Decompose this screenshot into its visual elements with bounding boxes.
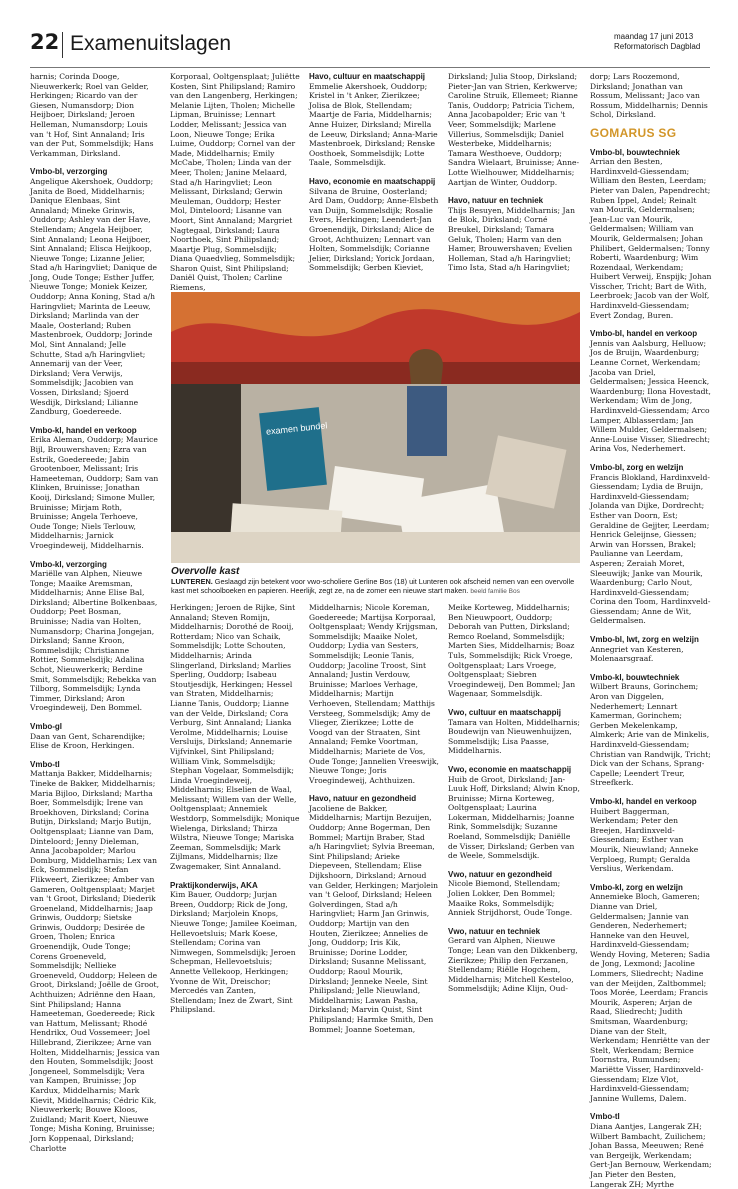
result-section bbox=[30, 167, 160, 416]
caption-credit: beeld familie Bos bbox=[470, 588, 520, 596]
section-heading: Vmbo-bl, zorg en welzijn bbox=[590, 462, 684, 472]
section-heading: Havo, natuur en techniek bbox=[448, 196, 544, 206]
result-section bbox=[590, 635, 712, 664]
result-section bbox=[590, 1112, 712, 1189]
column-5-top bbox=[590, 72, 712, 120]
photo-book-title: examen bundel bbox=[265, 420, 328, 437]
section-heading: Vmbo-kl, bouwtechniek bbox=[590, 672, 680, 682]
section-names: Gerard van Alphen, Nieuwe Tonge; Lean van den Dikkenberg, Zierikzee; Philip den Ferzanen, Stellendam; Riëlle Hogchem, Middelharnis; Mitchell Kesteloo, Sommelsdijk; Adine Klijn, Oud- bbox=[448, 936, 578, 994]
section-names: Erika Aleman, Ouddorp; Maurice Bijl, Brouwershaven; Ezra van Estrik, Goedereede; Jabin Grootenboer, Melissant; Iris Hameeteman, Ouddorp; Sam van Klinken, Bruinisse; Jonathan Kooij, Dirksland; Simone Muller, Bruinisse; Mirjam Roth, Bruinisse; Angela Terhoeve, Oude Tonge; Niels Terlouw, Middelharnis; Jarnick Vroegindeweij, Middelharnis. bbox=[30, 435, 159, 550]
section-names: Jacoliene de Bakker, Middelharnis; Martijn Bezuijen, Ouddorp; Anne Bogerman, Den Bommel; Martijn Braber, Stad a/h Haringvliet; Sylvia Breeman, Sint Philipsland; Arieke Diepeveen, Stellendam; Elise Dijkshoorn, Dirksland; Arnoud van Gelder, Herkingen; Marjolein van 't Geloof, Dirksland; Heleen Golverdingen, Stad a/h Haringvliet; Harm Jan Grinwis, Ouddorp; Martijn van den Houten, Zierikzee; Annelies de Jong, Ouddorp; Iris Kik, Bruinisse; Dorine Lodder, Dirksland; Susanne Melissant, Ouddorp; Raoul Mourik, Dirksland; Jenneke Neele, Sint Philipsland; Jelle Nieuwland, Middelharnis; Lawan Pasha, Dirksland; Marvin Quist, Sint Philipsland; Harmke Smith, Den Bommel; Joanne Soeteman, bbox=[309, 803, 439, 1034]
column-3-top bbox=[309, 72, 439, 290]
section-heading: Vwo, natuur en gezondheid bbox=[448, 869, 552, 879]
section-names: Dirksland; Julia Stoop, Dirksland; Pieter-Jan van Strien, Kerkwerve; Caroline Struik, Ellemeet; Rianne Tanis, Ouddorp; Patricia Tichem, Anna Jacobapolder; Eric van 't Veer, Sommelsdijk; Marlene Villerius, Sommelsdijk; Daniel Westerbeke, Middelharnis; Tamara Westhoeve, Ouddorp; Sandra Wielaart, Bruinisse; Anne-Lotte Wielhouwer, Middelharnis; Aartjan de Winter, Ouddorp. bbox=[448, 72, 580, 187]
section-heading: Vmbo-kl, zorg en welzijn bbox=[590, 882, 683, 892]
result-section bbox=[30, 426, 160, 551]
result-section bbox=[590, 148, 712, 321]
section-names: Francis Blokland, Hardinxveld-Giessendam; Lydia de Bruijn, Hardinxveld-Giessendam; Jolanda van Dijke, Dordrecht; Esther van Doorn, Est; Geraldine de Gejjter, Leerdam; Henrick Geleijnse, Giessen; Arwin van Horssen, Brakel; Paulianne van Leerdam, Asperen; Zeraiah Moret, Sleeuwijk; Janke van Mourik, Waardenburg; Carlo Nout, Hardinxveld-Giessendam; Corina den Toom, Hardinxveld-Giessendam; Anne de Wit, Geldermalsen. bbox=[590, 472, 711, 626]
result-section bbox=[170, 881, 300, 1015]
result-section bbox=[590, 797, 712, 874]
caption-text: Geslaagd zijn betekent voor vwo-scholiere Gerline Bos (18) uit Lunteren ook afscheid nemen van een overvolle kast met schoolboeken en papieren. Heerlijk, zegt ze, na de zomer een nieuwe start maken. bbox=[171, 577, 575, 596]
result-section bbox=[448, 927, 580, 994]
section-heading: Vmbo-tl bbox=[30, 759, 60, 769]
section-heading: Vmbo-tl bbox=[590, 1112, 620, 1122]
photo bbox=[171, 292, 580, 563]
result-section bbox=[30, 560, 160, 714]
section-heading: Vmbo-kl, handel en verkoop bbox=[30, 425, 137, 435]
page-header bbox=[30, 28, 710, 64]
photo-person-body bbox=[407, 386, 447, 456]
section-names: Jennis van Aalsburg, Helluow; Jos de Bruijn, Waardenburg; Leanne Cornet, Werkendam; Jacoba van Driel, Geldermalsen; Jessica Heenck, Waardenburg; Ilona Hovestadt, Werkendam; Wim de Jong, Hardinxveld-Giessendam; Arco Lamper, Alblasserdam; Jan Willem Mulder, Geldermalsen; Anne-Louise Visser, Sliedrecht; Arina Vos, Nederhemert. bbox=[590, 338, 711, 454]
section-heading: Vwo, natuur en techniek bbox=[448, 926, 541, 936]
photo-person-hair bbox=[409, 349, 443, 384]
issue-date: maandag 17 juni 2013 bbox=[614, 32, 694, 41]
section-heading: Vmbo-bl, handel en verkoop bbox=[590, 329, 698, 339]
header-divider bbox=[62, 32, 63, 58]
result-section bbox=[448, 603, 580, 699]
result-section bbox=[590, 463, 712, 626]
column-4-top bbox=[448, 72, 580, 290]
result-section bbox=[30, 760, 160, 1153]
result-section bbox=[309, 794, 439, 1034]
section-names: Thijs Besuyen, Middelharnis; Jan de Blok, Dirksland; Corné Breukel, Dirksland; Tamara Geluk, Tholen; Harm van den Hamer, Brouwershaven; Evelien Holleman, Stad a/h Haringvliet; Timo Ista, Stad a/h Haringvliet; bbox=[448, 205, 575, 273]
column-4-bottom bbox=[448, 603, 580, 1063]
section-names: Herkingen; Jeroen de Rijke, Sint Annaland; Steven Romijn, Middelharnis; Dorothé de Rooij, Rotterdam; Nico van Schaik, Sommelsdijk; Lotte Schouten, Middelharnis; Arinda Slingerland, Dirksland; Marlies Sperling, Ouddorp; Isabeau Stoutjesdijk, Herkingen; Hessel van Straten, Middelharnis; Lianne Tanis, Ouddorp; Lianne van der Velde, Dirksland; Cora Verburg, Sint Annaland; Lianka Verolme, Middelharnis; Louise Versluijs, Dirksland; Annemarie Vijfvinkel, Sint Philipsland; William Vink, Sommelsdijk; Stephan Vogelaar, Sommelsdijk; Linda Vroegindeweij, Middelharnis; Elselien de Waal, Melissant; Willem van der Welle, Ooltgensplaat; Annemiek Westdorp, Sommelsdijk; Monique Wielenga, Dirksland; Thirza Wilstra, Nieuwe Tonge; Mariska Zeeman, Sommelsdijk; Mark Zijlmans, Middelharnis; Ilze Zwagemaker, Sint Annaland. bbox=[170, 603, 300, 872]
section-names: harnis; Corinda Dooge, Nieuwerkerk; Roel van Gelder, Herkingen; Ricardo van der Giesen, Numansdorp; Dion Heijboer, Dirksland; Jeroen Helleman, Numansdorp; Louis van 't Hof, Sint Annaland; Iris van der Put, Sommelsdijk; Hans Verkamman, Dirksland. bbox=[30, 72, 154, 158]
result-section bbox=[448, 870, 580, 918]
result-section bbox=[30, 722, 160, 751]
result-section bbox=[30, 72, 160, 158]
photo-fabric-edge bbox=[171, 362, 580, 384]
section-names: Huib de Groot, Dirksland; Jan-Luuk Hoff, Dirksland; Alwin Knop, Bruinisse; Mirna Korteweg, Ooltgensplaat; Laurina Lokerman, Middelharnis; Joanne Rink, Sommelsdijk; Suzanne Roeland, Sommelsdijk; Daniëlle de Visser, Dirksland; Gerben van de Weele, Sommelsdijk. bbox=[448, 774, 580, 861]
photo-caption bbox=[171, 567, 580, 597]
result-section bbox=[448, 765, 580, 861]
section-heading: Vmbo-bl, lwt, zorg en welzijn bbox=[590, 635, 699, 645]
page-title: Examenuitslagen bbox=[70, 32, 232, 55]
section-heading: Havo, economie en maatschappij bbox=[309, 176, 436, 186]
section-names: Arrian den Besten, Hardinxveld-Giessendam; William den Besten, Leerdam; Pieter van Dalen, Papendrecht; Ruben Ippel, Andel; Reinalt van Mourik, Geldermalsen; Jean-Luc van Mourik, Geldermalsen; William van Mourik, Geldermalsen; Johan Philibert, Geldermalsen; Tonny Roberti, Waardenburg; Wim Rozendaal, Werkendam; Huibert Verweij, Enspijk; Johan Visscher, Tricht; Bart de With, Leerbroek; Jacob van der Wolf, Hardinxveld-Giessendam; Evert Zondag, Buren. bbox=[590, 157, 712, 320]
section-heading: Vmbo-kl, verzorging bbox=[30, 559, 107, 569]
column-2-bottom bbox=[170, 603, 300, 1063]
section-names: Mariëlle van Alphen, Nieuwe Tonge; Maaike Aremsman, Middelharnis; Anne Elise Bal, Dirksland; Albertine Bolkenbaas, Ouddorp; Peet Bosman, Bruinisse; Nadia van Holten, Numansdorp; Charina Jongejan, Dirksland; Sanne Kroon, Sommelsdijk; Christianne Rottier, Sommelsdijk; Adalina Schot, Nieuwerkerk; Berdine Smit, Sommelsdijk; Rebekka van Tilborg, Sommelsdijk; Lynda Timmer, Dirksland; Aron Vroegindeweij, Den Bommel. bbox=[30, 569, 158, 713]
section-names: Wilbert Brauns, Gorinchem; Aron van Diggelen, Nederhemert; Lennart Kamerman, Gorinchem; Gerben Mekelenkamp, Almkerk; Arie van de Minkelis, Hardinxveld-Giessendam; Christian van Randwijk, Tricht; Dick van der Schans, Sprang-Capelle; Leendert Treur, Streefkerk. bbox=[590, 682, 711, 788]
section-heading: Vwo, cultuur en maatschappij bbox=[448, 707, 561, 717]
school-heading: GOMARUS SG bbox=[590, 125, 677, 140]
result-section bbox=[590, 329, 712, 454]
section-names: dorp; Lars Roozemond, Dirksland; Jonathan van Rossum, Melissant; Jaco van Rossum, Middelharnis; Dennis Schol, Dirksland. bbox=[590, 72, 708, 120]
section-names: Emmelie Akershoek, Ouddorp; Kristel in 't Anker, Zierikzee; Jolisa de Blok, Stellendam; Maartje de Faria, Middelharnis; Anne Huizer, Dirksland; Mirella de Leeuw, Dirksland; Anna-Marie Mastenbroek, Dirksland; Renske Oosthoek, Sommelsdijk; Lotte Taale, Sommelsdijk. bbox=[309, 81, 438, 168]
photo-floor bbox=[171, 532, 580, 563]
result-section bbox=[309, 72, 439, 168]
section-names: Tamara van Holten, Middelharnis; Boudewijn van Nieuwenhuijzen, Sommelsdijk; Lisa Paasse, Middelharnis. bbox=[448, 717, 580, 756]
header-meta bbox=[614, 32, 710, 52]
result-section bbox=[448, 196, 580, 273]
photo-illustration bbox=[171, 292, 580, 563]
column-2-top bbox=[170, 72, 300, 293]
caption-title: Overvolle kast bbox=[171, 566, 240, 577]
section-heading: Havo, natuur en gezondheid bbox=[309, 794, 417, 804]
column-3-bottom bbox=[309, 603, 439, 1063]
result-section bbox=[448, 708, 580, 756]
section-names: Nicole Biemond, Stellendam; Jolien Lokker, Den Bommel; Maaike Roks, Sommelsdijk; Anniek Strijdhorst, Oude Tonge. bbox=[448, 879, 573, 918]
section-names: Annegriet van Kesteren, Molenaarsgraaf. bbox=[590, 644, 684, 664]
result-section bbox=[170, 72, 300, 293]
section-names: Diana Aantjes, Langerak ZH; Wilbert Bambacht, Zuilichem; Johan Bassa, Meeuwen; René van Bergeijk, Werkendam; Gert-Jan Bernouw, Werkendam; Jan Pieter den Besten, Langerak ZH; Myrthe bbox=[590, 1121, 712, 1189]
section-heading: Vwo, economie en maatschappij bbox=[448, 764, 572, 774]
column-5-body bbox=[590, 148, 712, 1189]
section-heading: Praktijkonderwijs, AKA bbox=[170, 880, 258, 890]
section-names: Korporaal, Ooltgensplaat; Juliëtte Kosten, Sint Philipsland; Ramiro van den Langenberg, Herkingen; Melanie Lijten, Tholen; Michelle Lipman, Bruinisse; Lennart Lodder, Melissant; Jessica van Loon, Nieuwe Tonge; Erika Luime, Ouddorp; Cornel van der Made, Middelharnis; Emily McCabe, Tholen; Linda van der Meer, Tholen; Janine Melaard, Stad a/h Haringvliet; Leon Melissant, Dirksland; Gerwin Meuleman, Ouddorp; Hester Mol, Dinteloord; Lisanne van Moort, Sint Annaland; Margriet Nagtegaal, Dirksland; Laura Noorthoek, Sint Philipsland; Maartje Plug, Sommelsdijk; Diana Quaedvlieg, Sommelsdijk; Sharon Quist, Sint Philipsland; Daniël Quist, Tholen; Carline Riemens, bbox=[170, 72, 300, 293]
result-section bbox=[309, 177, 439, 273]
result-section bbox=[448, 72, 580, 187]
caption-lead: LUNTEREN. bbox=[171, 577, 213, 587]
page-number: 22 bbox=[30, 30, 60, 54]
section-names: Huibert Baggerman, Werkendam; Peter den Breejen, Hardinxveld-Giessendam; Esther van Mourik, Nieuwland; Anneke Verploeg, Rumpt; Geralda Verslius, Werkendam. bbox=[590, 806, 699, 874]
section-names: Annemieke Bloch, Gameren; Dianne van Driel, Geldermalsen; Jannie van Genderen, Nederhemert; Hanneke van den Heuvel, Hardinxveld-Giessendam; Wendy Hoving, Meteren; Sadia de Jong, Lexmond; Jacoline Lommers, Sliedrecht; Nadine van der Meijden, Zaltbommel; Toos Morée, Leerdam; Francis Mourik, Asperen; Arjan de Raad, Sliedrecht; Judith Smitsman, Waardenburg; Diane van der Stelt, Werkendam; Henriëtte van der Stelt, Werkendam; Bernice Toornstra, Rumundsen; Mariëtte Visser, Hardinxveld-Giessendam; Elze Vlot, Hardinxveld-Giessendam; Jannine Wullems, Dalem. bbox=[590, 892, 710, 1103]
section-heading: Vmbo-bl, verzorging bbox=[30, 167, 108, 177]
section-heading: Vmbo-kl, handel en verkoop bbox=[590, 796, 697, 806]
section-names: Daan van Gent, Scharendijke; Elise de Kroon, Herkingen. bbox=[30, 731, 146, 751]
column-5 bbox=[590, 72, 712, 1189]
result-section bbox=[590, 72, 712, 120]
photo-cabinet bbox=[171, 384, 241, 534]
section-names: Mattanja Bakker, Middelharnis; Tineke de Bakker, Middelharnis; Maria Bijloo, Dirksland; Martha Boer, Sommelsdijk; Irene van Broekhoven, Dirksland; Corina Butijn, Dirksland; Marjo Butijn, Ooltgensplaat; Lianne van Dam, Dinteloord; Jenny Dieleman, Anna Jacobapolder; Marlou Domburg, Middelharnis; Lex van Eck, Sommelsdijk; Stefan Flikweert, Zierikzee; Amber van Gameren, Ooltgensplaat; Marjet van 't Groot, Dirksland; Diederik Groeneland, Middelharnis; Jaap Grinwis, Ouddorp; Sietske Grinwis, Ouddorp; Desirée de Groen, Tholen; Enrica Groenendijk, Oude Tonge; Corens Groeneveld, Sommelsdijk; Nellieke Groeneveld, Ouddorp; Heleen de Groot, Dirksland; Joëlle de Groot, Achthuizen; Adriënne den Haan, Sint Philipsland; Hanna Hameeteman, Goedereede; Rick van Hattum, Melissant; Rhodé Hendrikx, Oud Vossemeer; Joel Hillebrand, Zierikzee; Arne van Holten, Middelharnis; Jessica van den Houten, Sommelsdijk; Joost Jongeneel, Sommelsdijk; Vera van Kampen, Bruinisse; Jop Kardux, Middelharnis; Mark Kievit, Middelharnis; Cédric Kik, Nieuwerkerk; Bouwe Kloos, Zuidland; Marit Koert, Nieuwe Tonge; Misha Koning, Bruinisse; Jorn Koppenaal, Dirksland; Charlotte bbox=[30, 769, 160, 1153]
header-rule bbox=[30, 67, 710, 68]
section-heading: Havo, cultuur en maatschappij bbox=[309, 72, 426, 81]
section-names: Kim Bauer, Ouddorp; Jurjan Breen, Ouddorp; Rick de Jong, Dirksland; Marjolein Knops, Nieuwe Tonge; Jamilee Koeiman, Hellevoetsluis; Mark Koese, Stellendam; Corina van Nimwegen, Sommelsdijk; Jeroen Schepman, Hellevoetsluis; Annette Vellekoop, Herkingen; Yvonne de Wit, Dreischor; Mercedés van Zanten, Stellendam; Inez de Zwart, Sint Philipsland. bbox=[170, 890, 298, 1015]
section-heading: Vmbo-bl, bouwtechniek bbox=[590, 147, 680, 157]
column-1 bbox=[30, 72, 160, 1153]
section-names: Angelique Akershoek, Ouddorp; Janita de Boed, Middelharnis; Danique Elenbaas, Sint Annaland; Mineke Grinwis, Ouddorp; Ashley van der Have, Stellendam; Angela Heijboer, Sint Annaland; Leona Heijboer, Sint Annaland; Elisca Heijkoop, Nieuwe Tonge; Lizanne Jelier, Stad a/h Haringvliet; Danique de Jong, Oude Tonge; Esther Juffer, Nieuwe Tonge; Moniek Keizer, Ouddorp; Anna Koning, Stad a/h Haringvliet; Marinta de Leeuw, Dirksland; Marlinda van der Maale, Oosterland; Ruben Mastenbroek, Ouddorp; Jorinde Mol, Sint Annaland; Jelle Schutte, Stad a/h Haringvliet; Annemarij van der Veer, Dirksland; Vera Verwijs, Sommelsdijk; Jacobien van Vossen, Dirksland; Sjoerd Wesdijk, Dirksland; Lilianne Zandburg, Goedereede. bbox=[30, 176, 158, 417]
section-heading: Vmbo-gl bbox=[30, 722, 62, 731]
section-names: Middelharnis; Nicole Koreman, Goedereede; Martijsa Korporaal, Ooltgensplaat; Wendy Krijgsman, Sommelsdijk; Maaike Nolet, Ouddorp; Lydia van Sesters, Sommelsdijk; Leonie Tanis, Ouddorp; Jacoline Troost, Sint Annaland; Justin Verdouw, Bruinisse; Marloes Verhage, Middelharnis; Martijn Verhoeven, Stellendam; Matthijs Versteeg, Sommelsdijk; Amy de Vlieger, Zierikzee; Lotte de Voogd van der Straaten, Sint Annaland; Femke Voortman, Middelharnis; Mariete de Vos, Oude Tonge; Jannelien Vreeswijk, Nieuwe Tonge; Joris Vroegindeweij, Achthuizen. bbox=[309, 603, 439, 785]
result-section bbox=[590, 883, 712, 1104]
section-names: Meike Korteweg, Middelharnis; Ben Nieuwpoort, Ouddorp; Deborah van Putten, Dirksland; Remco Roeland, Sommelsdijk; Marten Sies, Middelharnis; Boaz Tuls, Sommelsdijk; Rick Vroege, Ooltgensplaat; Lars Vroege, Ooltgensplaat; Siebren Vroegindeweij, Den Bommel; Jan Wagenaar, Sommelsdijk. bbox=[448, 603, 576, 699]
photo-book bbox=[259, 407, 327, 491]
result-section bbox=[590, 673, 712, 788]
paper-name: Reformatorisch Dagblad bbox=[614, 42, 701, 51]
result-section bbox=[309, 603, 439, 785]
result-section bbox=[170, 603, 300, 872]
section-names: Silvana de Bruine, Oosterland; Ard Dam, Ouddorp; Anne-Elsbeth van Duijn, Sommelsdijk; Rosalie Evers, Herkingen; Leendert-Jan Groenendijk, Dirksland; Alice de Groot, Achthuizen; Lennart van Holten, Sommelsdijk; Corianne Jelier, Dirksland; Yorick Jordaan, Sommelsdijk; Gerben Kieviet, bbox=[309, 186, 439, 273]
